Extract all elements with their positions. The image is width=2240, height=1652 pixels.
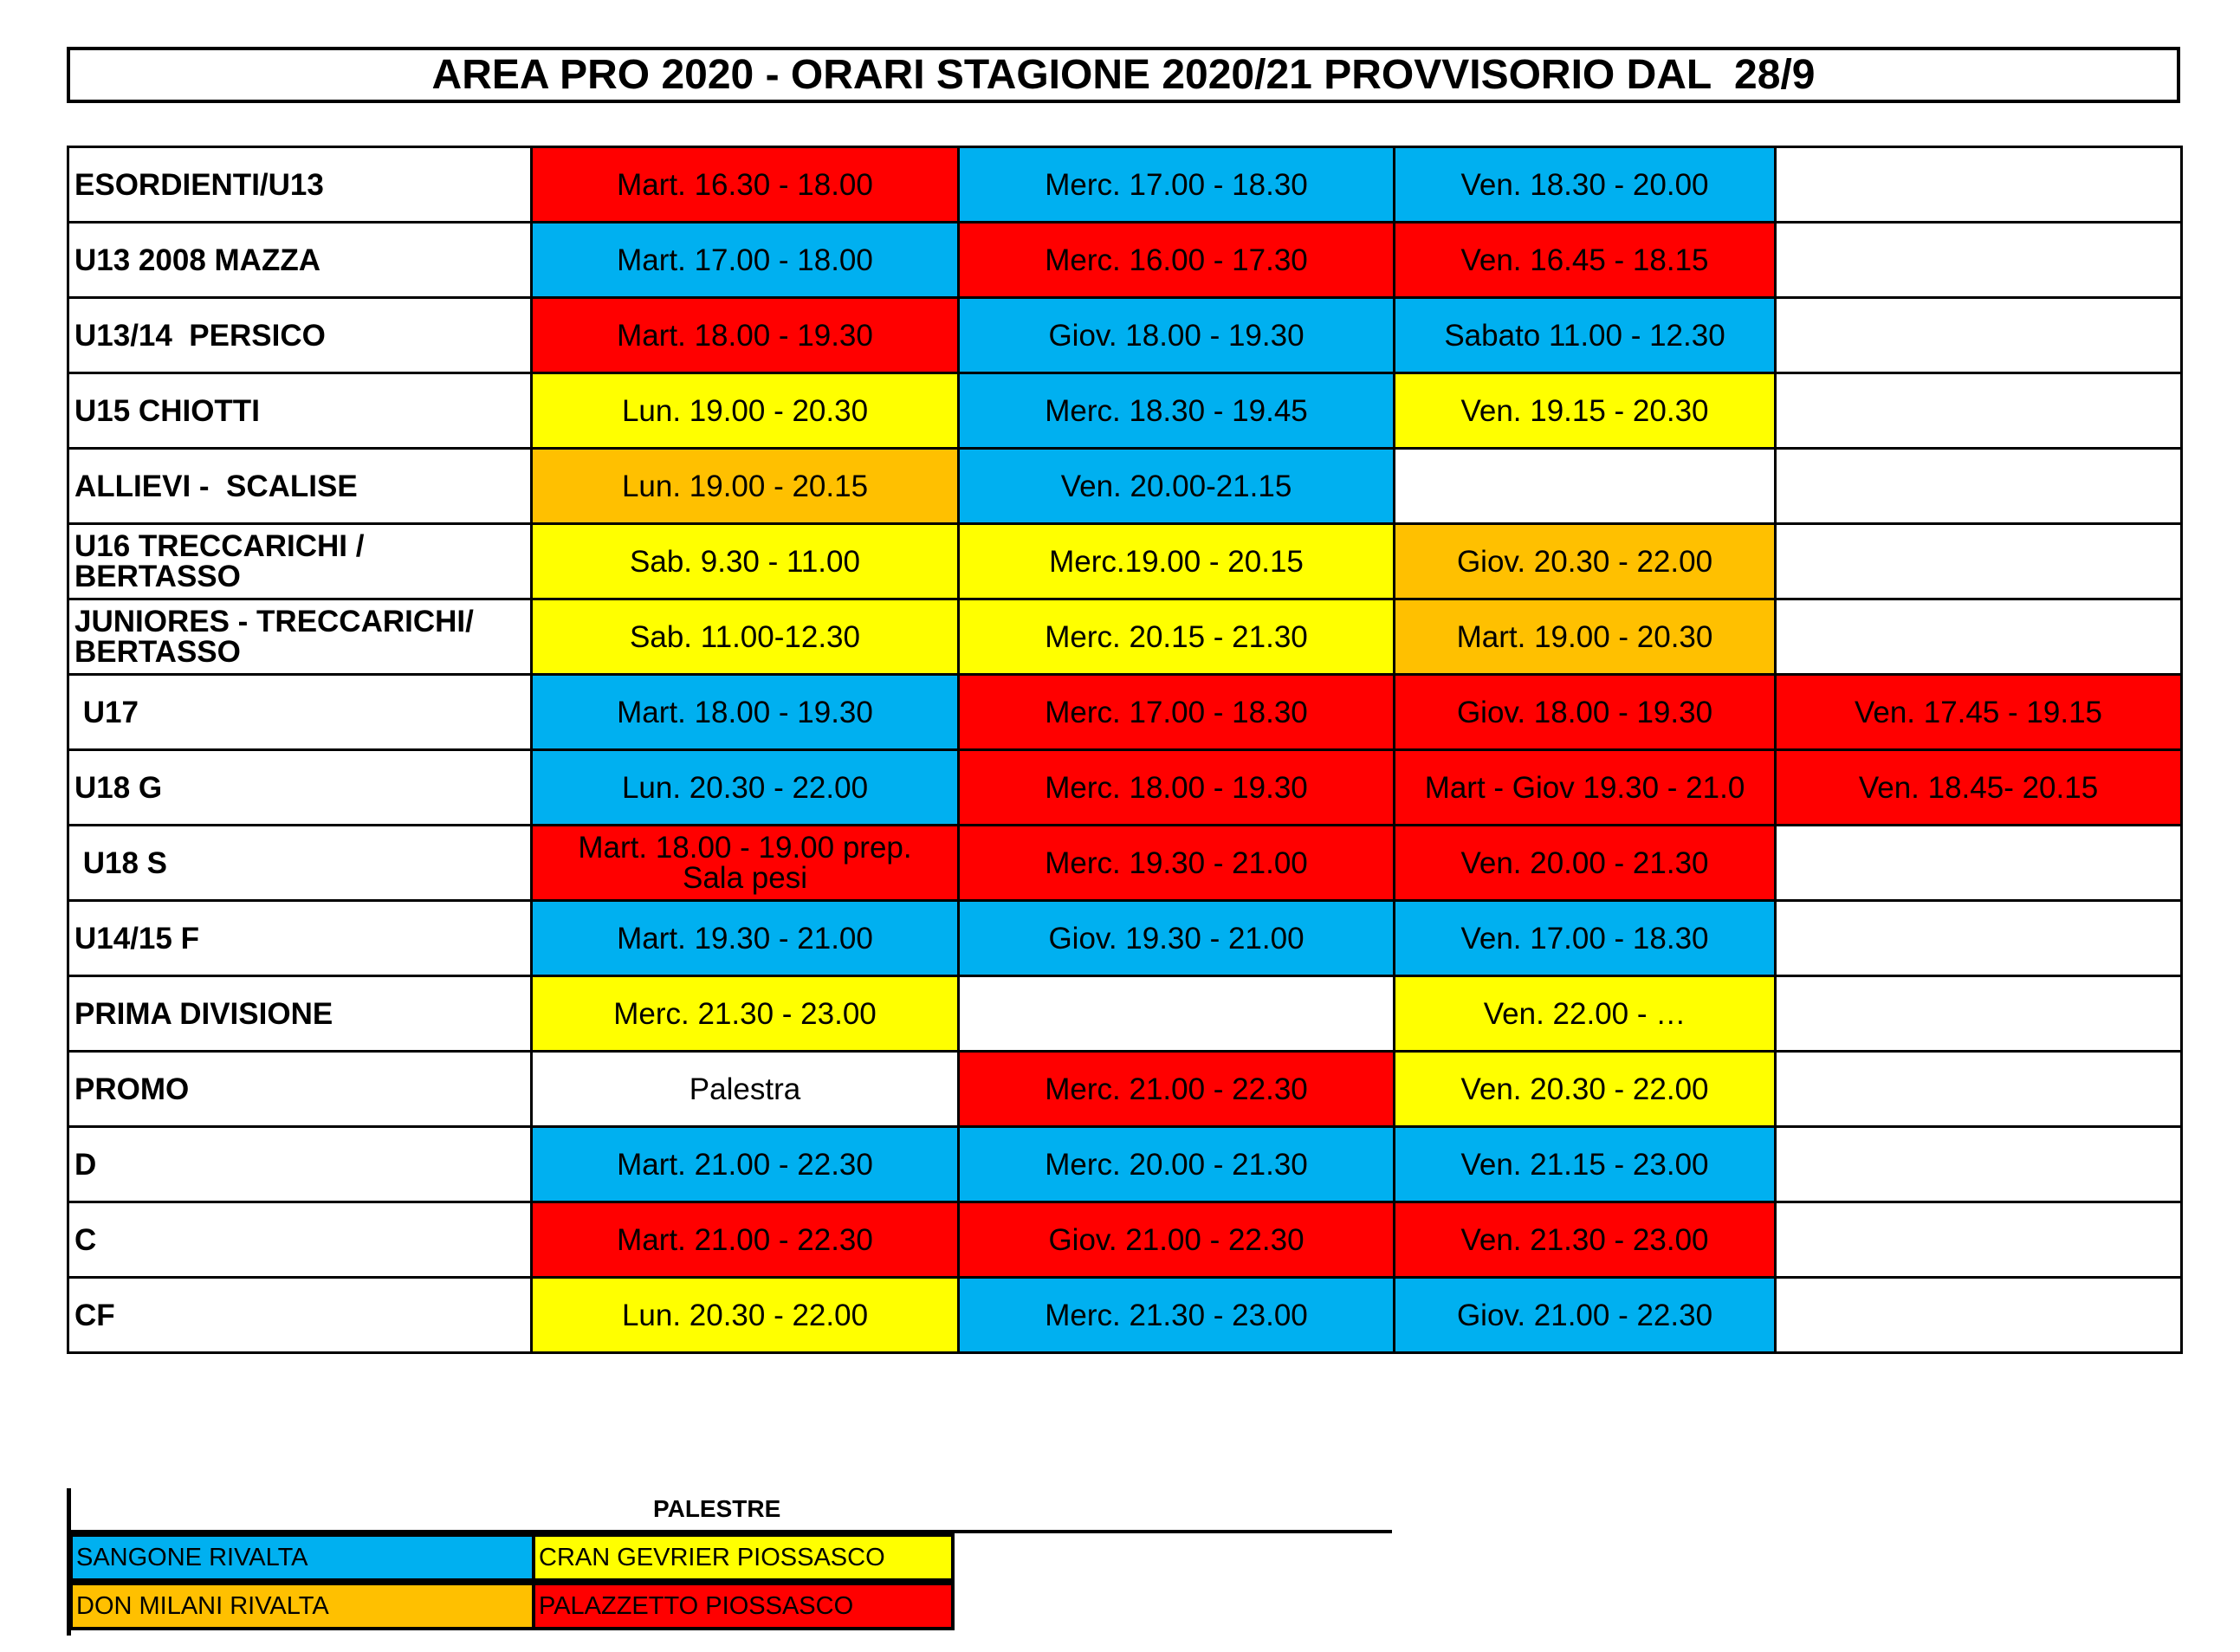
schedule-slot: Mart. 17.00 - 18.00 xyxy=(532,223,959,298)
table-row xyxy=(68,147,2182,223)
schedule-slot xyxy=(1776,1127,2182,1202)
team-name: U13 2008 MAZZA xyxy=(68,223,532,298)
schedule-slot: Lun. 20.30 - 22.00 xyxy=(532,1278,959,1353)
team-name: C xyxy=(68,1202,532,1278)
schedule-slot xyxy=(1776,1202,2182,1278)
schedule-slot xyxy=(1776,599,2182,675)
schedule-slot: Ven. 20.30 - 22.00 xyxy=(1395,1052,1776,1127)
schedule-slot: Mart. 19.00 - 20.30 xyxy=(1395,599,1776,675)
schedule-slot xyxy=(1776,147,2182,223)
page-title: AREA PRO 2020 - ORARI STAGIONE 2020/21 PROVVISORIO DAL 28/9 xyxy=(67,47,2180,103)
team-name: U17 xyxy=(68,675,532,750)
legend-item-palazzetto-piossasco: PALAZZETTO PIOSSASCO xyxy=(532,1582,955,1630)
team-name: PROMO xyxy=(68,1052,532,1127)
table-row xyxy=(68,826,2182,901)
schedule-slot: Ven. 18.30 - 20.00 xyxy=(1395,147,1776,223)
table-row xyxy=(68,599,2182,675)
team-name: U15 CHIOTTI xyxy=(68,373,532,449)
schedule-slot xyxy=(1776,901,2182,976)
schedule-slot: Giov. 18.00 - 19.30 xyxy=(959,298,1395,373)
team-name: JUNIORES - TRECCARICHI/ BERTASSO xyxy=(68,599,532,675)
team-name: U16 TRECCARICHI / BERTASSO xyxy=(68,524,532,599)
team-name: PRIMA DIVISIONE xyxy=(68,976,532,1052)
schedule-slot: Ven. 18.45- 20.15 xyxy=(1776,750,2182,826)
schedule-slot: Merc. 20.00 - 21.30 xyxy=(959,1127,1395,1202)
schedule-slot: Merc. 18.00 - 19.30 xyxy=(959,750,1395,826)
schedule-slot: Ven. 17.45 - 19.15 xyxy=(1776,675,2182,750)
table-row xyxy=(68,901,2182,976)
schedule-slot: Mart. 21.00 - 22.30 xyxy=(532,1202,959,1278)
team-name: U18 S xyxy=(68,826,532,901)
schedule-slot: Lun. 20.30 - 22.00 xyxy=(532,750,959,826)
team-name: D xyxy=(68,1127,532,1202)
schedule-slot: Lun. 19.00 - 20.30 xyxy=(532,373,959,449)
schedule-slot xyxy=(1776,826,2182,901)
schedule-slot: Ven. 20.00-21.15 xyxy=(959,449,1395,524)
schedule-slot: Sabato 11.00 - 12.30 xyxy=(1395,298,1776,373)
table-row xyxy=(68,1052,2182,1127)
table-row xyxy=(68,750,2182,826)
schedule-slot: Giov. 21.00 - 22.30 xyxy=(1395,1278,1776,1353)
schedule-slot: Ven. 17.00 - 18.30 xyxy=(1395,901,1776,976)
schedule-slot xyxy=(959,976,1395,1052)
table-row xyxy=(68,1127,2182,1202)
schedule-slot xyxy=(1776,223,2182,298)
table-row xyxy=(68,524,2182,599)
legend-item-don-milani-rivalta: DON MILANI RIVALTA xyxy=(69,1582,535,1630)
schedule-slot: Mart. 19.30 - 21.00 xyxy=(532,901,959,976)
table-row xyxy=(68,1202,2182,1278)
legend-item-cran-gevrier-piossasco: CRAN GEVRIER PIOSSASCO xyxy=(532,1533,955,1582)
schedule-slot xyxy=(1776,1278,2182,1353)
schedule-slot: Merc. 16.00 - 17.30 xyxy=(959,223,1395,298)
table-row xyxy=(68,675,2182,750)
schedule-slot: Giov. 18.00 - 19.30 xyxy=(1395,675,1776,750)
schedule-slot: Sab. 9.30 - 11.00 xyxy=(532,524,959,599)
legend-title: PALESTRE xyxy=(71,1488,1392,1533)
team-name: U13/14 PERSICO xyxy=(68,298,532,373)
schedule-slot: Merc. 17.00 - 18.30 xyxy=(959,675,1395,750)
table-row xyxy=(68,976,2182,1052)
team-name: CF xyxy=(68,1278,532,1353)
schedule-slot: Merc. 19.30 - 21.00 xyxy=(959,826,1395,901)
schedule-slot: Ven. 19.15 - 20.30 xyxy=(1395,373,1776,449)
table-row xyxy=(68,449,2182,524)
table-row xyxy=(68,223,2182,298)
schedule-slot: Lun. 19.00 - 20.15 xyxy=(532,449,959,524)
gym-legend xyxy=(67,1488,1392,1636)
schedule-slot xyxy=(1776,298,2182,373)
schedule-slot: Merc. 21.30 - 23.00 xyxy=(532,976,959,1052)
schedule-slot: Merc. 20.15 - 21.30 xyxy=(959,599,1395,675)
schedule-slot: Ven. 20.00 - 21.30 xyxy=(1395,826,1776,901)
table-row xyxy=(68,1278,2182,1353)
schedule-slot xyxy=(1776,1052,2182,1127)
schedule-slot: Giov. 20.30 - 22.00 xyxy=(1395,524,1776,599)
schedule-slot: Mart. 21.00 - 22.30 xyxy=(532,1127,959,1202)
schedule-slot: Merc. 21.30 - 23.00 xyxy=(959,1278,1395,1353)
schedule-slot: Merc. 17.00 - 18.30 xyxy=(959,147,1395,223)
schedule-slot: Merc.19.00 - 20.15 xyxy=(959,524,1395,599)
schedule-slot: Ven. 22.00 - … xyxy=(1395,976,1776,1052)
schedule-slot: Mart. 18.00 - 19.00 prep. Sala pesi xyxy=(532,826,959,901)
schedule-slot: Giov. 21.00 - 22.30 xyxy=(959,1202,1395,1278)
legend-item-sangone-rivalta: SANGONE RIVALTA xyxy=(69,1533,535,1582)
schedule-slot: Merc. 18.30 - 19.45 xyxy=(959,373,1395,449)
schedule-slot: Merc. 21.00 - 22.30 xyxy=(959,1052,1395,1127)
schedule-slot: Palestra xyxy=(532,1052,959,1127)
schedule-slot: Sab. 11.00-12.30 xyxy=(532,599,959,675)
schedule-slot xyxy=(1395,449,1776,524)
schedule-slot xyxy=(1776,449,2182,524)
table-row xyxy=(68,373,2182,449)
schedule-table xyxy=(67,146,2183,1354)
schedule-slot: Mart. 18.00 - 19.30 xyxy=(532,298,959,373)
team-name: ALLIEVI - SCALISE xyxy=(68,449,532,524)
schedule-slot: Mart. 18.00 - 19.30 xyxy=(532,675,959,750)
schedule-slot: Ven. 16.45 - 18.15 xyxy=(1395,223,1776,298)
schedule-slot: Ven. 21.15 - 23.00 xyxy=(1395,1127,1776,1202)
team-name: U18 G xyxy=(68,750,532,826)
table-row xyxy=(68,298,2182,373)
team-name: U14/15 F xyxy=(68,901,532,976)
schedule-slot: Ven. 21.30 - 23.00 xyxy=(1395,1202,1776,1278)
schedule-slot xyxy=(1776,524,2182,599)
schedule-slot xyxy=(1776,373,2182,449)
schedule-slot: Mart. 16.30 - 18.00 xyxy=(532,147,959,223)
schedule-slot: Giov. 19.30 - 21.00 xyxy=(959,901,1395,976)
schedule-slot xyxy=(1776,976,2182,1052)
team-name: ESORDIENTI/U13 xyxy=(68,147,532,223)
schedule-slot: Mart - Giov 19.30 - 21.0 xyxy=(1395,750,1776,826)
